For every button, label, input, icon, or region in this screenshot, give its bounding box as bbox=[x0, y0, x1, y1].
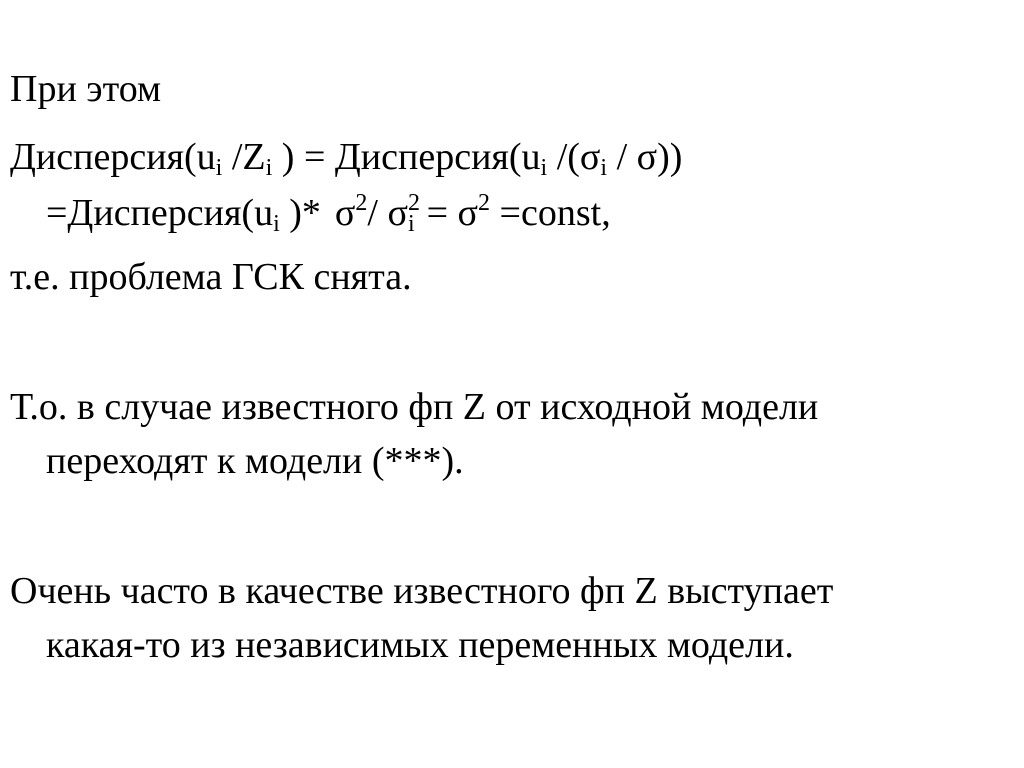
subscript: i bbox=[215, 155, 223, 182]
formula-text: /(σ bbox=[547, 136, 601, 178]
subscript: i bbox=[265, 155, 273, 182]
formula-text: ) = Дисперсия(u bbox=[272, 136, 541, 178]
formula-text: )* bbox=[279, 192, 321, 234]
paragraph2-line1: Т.о. в случае известного фп Z от исходной модели bbox=[10, 386, 819, 428]
formula-text: /Z bbox=[222, 136, 266, 178]
formula-text: / σ)) bbox=[607, 136, 683, 178]
formula-text: = σ bbox=[426, 192, 479, 234]
formula-text: Дисперсия(u bbox=[10, 136, 216, 178]
subscript: i bbox=[273, 211, 280, 238]
superscript: 2 bbox=[407, 190, 420, 217]
formula-text: =const, bbox=[490, 192, 611, 234]
paragraph3-line1: Очень часто в качестве известного фп Z выступает bbox=[10, 570, 834, 612]
superscript: 2 bbox=[478, 190, 491, 217]
paragraph2-line2: переходят к модели (***). bbox=[46, 440, 464, 482]
formula-line-1 bbox=[10, 136, 683, 182]
conclusion-line: т.е. проблема ГСК снята. bbox=[10, 256, 412, 298]
formula-text: / σ bbox=[367, 192, 408, 234]
subscript: i bbox=[600, 155, 608, 182]
intro-line: При этом bbox=[10, 68, 162, 110]
formula-text: =Дисперсия(u bbox=[46, 192, 274, 234]
subscript: i bbox=[407, 211, 415, 238]
paragraph3-line2: какая-то из независимых переменных модели. bbox=[46, 624, 794, 666]
superscript: 2 bbox=[355, 190, 368, 217]
formula-line-2 bbox=[46, 190, 611, 238]
subscript: i bbox=[540, 155, 548, 182]
formula-text: σ bbox=[334, 192, 356, 234]
